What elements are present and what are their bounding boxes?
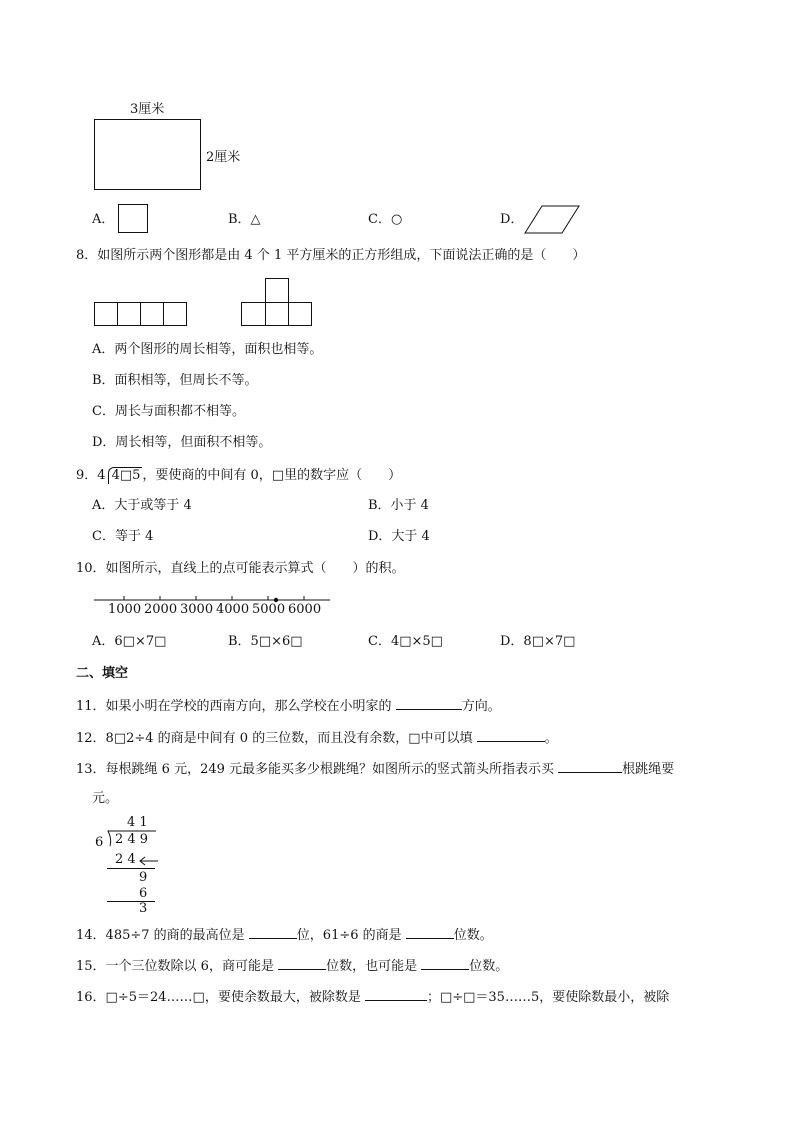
q9-number: 9． xyxy=(76,468,98,483)
arrow-left-icon xyxy=(138,856,160,866)
step2: 6 xyxy=(139,886,148,901)
tick-label: 1000 xyxy=(108,602,142,617)
q15-text-3: 位数。 xyxy=(469,959,509,974)
tick-label: 3000 xyxy=(180,602,214,617)
q15-answer-blank-2[interactable] xyxy=(421,957,469,970)
quotient: 4 1 xyxy=(127,815,148,830)
q11-answer-blank[interactable] xyxy=(396,697,462,710)
rect-right-label: 2厘米 xyxy=(206,150,241,165)
q11-text: 11．如果小明在学校的西南方向，那么学校在小明家的 xyxy=(76,699,396,714)
q8-option-a[interactable]: A．两个图形的周长相等，面积也相等。 xyxy=(92,342,323,357)
q13-answer-blank-1[interactable] xyxy=(558,760,622,773)
rectangle-figure xyxy=(94,119,201,190)
q9-dividend: 4□5 xyxy=(111,468,141,483)
remainder1: 9 xyxy=(139,870,148,885)
q8-stem: 8．如图所示两个图形都是由 4 个 1 平方厘米的正方形组成，下面说法正确的是（ ） xyxy=(76,248,586,263)
q10-option-b[interactable]: B．5□×6□ xyxy=(228,634,303,649)
q8-option-d[interactable]: D．周长相等，但面积不相等。 xyxy=(92,435,272,450)
long-division-figure xyxy=(94,815,164,915)
tick-label: 2000 xyxy=(144,602,178,617)
square-shape-icon xyxy=(118,204,148,233)
subtraction-line xyxy=(107,901,155,902)
q10-option-c[interactable]: C．4□×5□ xyxy=(368,634,443,649)
q12 xyxy=(76,729,558,747)
subtraction-line xyxy=(107,868,155,869)
q12-answer-blank[interactable] xyxy=(477,729,545,742)
q16-answer-blank-1[interactable] xyxy=(365,988,427,1001)
q9-option-d[interactable]: D．大于 4 xyxy=(368,529,430,544)
q10-stem: 10．如图所示，直线上的点可能表示算式（ ）的积。 xyxy=(76,561,405,576)
q9-option-b[interactable]: B．小于 4 xyxy=(368,498,429,513)
q11-text-end: 方向。 xyxy=(461,699,501,714)
q8-option-c[interactable]: C．周长与面积都不相等。 xyxy=(92,404,245,419)
q9-option-a[interactable]: A．大于或等于 4 xyxy=(92,498,192,513)
q15 xyxy=(76,957,508,975)
q15-answer-blank-1[interactable] xyxy=(278,957,326,970)
q11 xyxy=(76,697,501,715)
tick-label: 4000 xyxy=(216,602,250,617)
q16 xyxy=(76,988,669,1006)
rect-top-label: 3厘米 xyxy=(130,102,165,117)
q7-option-b[interactable]: B．△ xyxy=(228,212,261,227)
q13-line2: 元。 xyxy=(92,791,119,806)
q9-stem-rest: ，要使商的中间有 0，□里的数字应（ ） xyxy=(142,468,402,483)
q9-divisor: 4 xyxy=(97,468,106,483)
q14-text-3: 位数。 xyxy=(453,928,493,943)
q13 xyxy=(76,760,674,778)
section-title: 二、填空 xyxy=(76,666,129,681)
q10-option-d[interactable]: D．8□×7□ xyxy=(500,634,576,649)
division-bracket xyxy=(108,467,143,484)
q15-text-2: 位数，也可能是 xyxy=(326,959,422,974)
q13-text-mid: 根跳绳要 xyxy=(622,762,675,777)
q14-text-1: 14．485÷7 的商的最高位是 xyxy=(76,928,249,943)
q9-option-c[interactable]: C．等于 4 xyxy=(92,529,154,544)
step1: 2 4 xyxy=(115,852,136,867)
q15-text-1: 15．一个三位数除以 6，商可能是 xyxy=(76,959,279,974)
q16-text-1: 16．□÷5＝24……□，要使余数最大，被除数是 xyxy=(76,990,365,1005)
dividend: 2 4 9 xyxy=(115,832,149,847)
q13-text: 13．每根跳绳 6 元，249 元最多能买多少根跳绳？如图所示的竖式箭头所指表示买 xyxy=(76,762,559,777)
q12-text-end: 。 xyxy=(544,731,558,746)
q12-text: 12．8□2÷4 的商是中间有 0 的三位数，而且没有余数，□中可以填 xyxy=(76,731,477,746)
q8-option-b[interactable]: B．面积相等，但周长不等。 xyxy=(92,373,258,388)
q9-stem xyxy=(76,467,401,484)
q14-answer-blank-1[interactable] xyxy=(249,926,297,939)
q14 xyxy=(76,926,493,944)
tick-label: 6000 xyxy=(288,602,322,617)
q14-answer-blank-2[interactable] xyxy=(406,926,454,939)
tick-label: 5000 xyxy=(252,602,286,617)
q7-option-d[interactable]: D． xyxy=(500,212,524,227)
remainder2: 3 xyxy=(139,901,148,916)
q16-text-2: ；□÷□＝35……5，要使除数最小，被除 xyxy=(426,990,670,1005)
q7-option-a[interactable]: A． xyxy=(92,212,115,227)
parallelogram-shape-icon xyxy=(522,205,582,235)
q7-option-c[interactable]: C．○ xyxy=(368,212,403,227)
q14-text-2: 位，61÷6 的商是 xyxy=(296,928,406,943)
q10-option-a[interactable]: A．6□×7□ xyxy=(92,634,167,649)
divisor: 6 xyxy=(95,835,104,850)
